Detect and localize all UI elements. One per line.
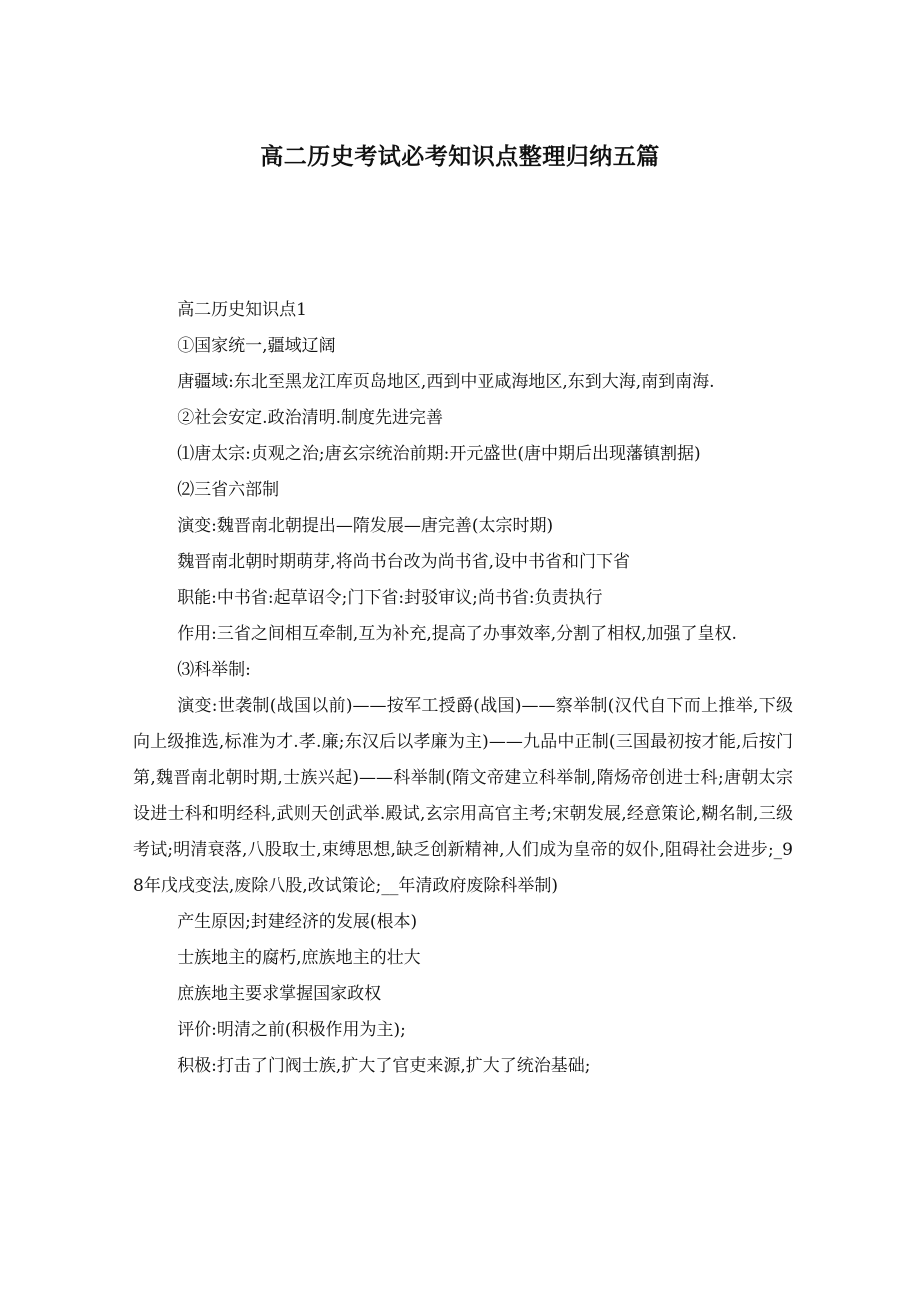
paragraph: 作用:三省之间相互牵制,互为补充,提高了办事效率,分割了相权,加强了皇权. [177, 624, 737, 644]
paragraph: 演变:魏晋南北朝提出—隋发展—唐完善(太宗时期) [177, 516, 554, 536]
paragraph: ②社会安定.政治清明.制度先进完善 [177, 408, 443, 428]
paragraph: 产生原因;封建经济的发展(根本) [177, 912, 418, 932]
paragraph: ⑴唐太宗:贞观之治;唐玄宗统治前期:开元盛世(唐中期后出现藩镇割据) [177, 444, 701, 464]
paragraph: 高二历史知识点1 [177, 300, 308, 320]
paragraph: ⑵三省六部制 [177, 480, 280, 500]
paragraph: 唐疆域:东北至黑龙江库页岛地区,西到中亚咸海地区,东到大海,南到南海. [177, 372, 715, 392]
paragraph: 魏晋南北朝时期萌芽,将尚书台改为尚书省,设中书省和门下省 [177, 552, 630, 572]
paragraph: 士族地主的腐朽,庶族地主的壮大 [177, 948, 421, 968]
paragraph: ①国家统一,疆域辽阔 [177, 336, 336, 356]
paragraph: 庶族地主要求掌握国家政权 [177, 984, 382, 1004]
document-title: 高二历史考试必考知识点整理归纳五篇 [260, 143, 660, 170]
paragraph: 积极:打击了门阀士族,扩大了官吏来源,扩大了统治基础; [177, 1056, 591, 1076]
document-body [133, 292, 793, 1084]
paragraph: 职能:中书省:起草诏令;门下省:封驳审议;尚书省:负责执行 [177, 588, 603, 608]
paragraph: 演变:世袭制(战国以前)——按军工授爵(战国)——察举制(汉代自下而上推举,下级向上级推选,标准为才.孝.廉;东汉后以孝廉为主)——九品中正制(三国最初按才能,后按门第,魏晋南北朝时期,士族兴起)——科举制(隋文帝建立科举制,隋炀帝创进士科;唐朝太宗设进士科和明经科,武则天创武举.殿试,玄宗用高官主考;宋朝发展,经意策论,糊名制,三级考试;明清衰落,八股取士,束缚思想,缺乏创新精神,人们成为皇帝的奴仆,阻碍社会进步;_98年戊戌变法,废除八股,改试策论;__年清政府废除科举制) [133, 696, 793, 896]
paragraph: 评价:明清之前(积极作用为主); [177, 1020, 406, 1040]
paragraph: ⑶科举制: [177, 660, 251, 680]
